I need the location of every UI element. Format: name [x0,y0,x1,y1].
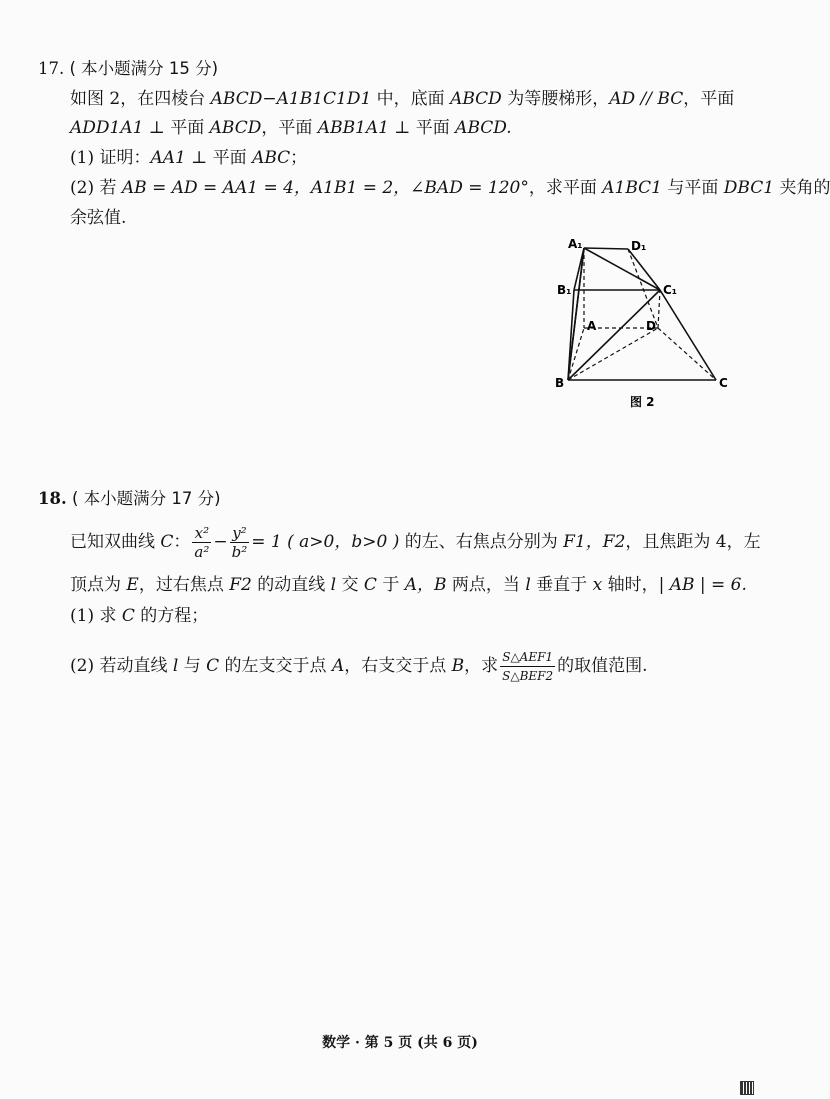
text: (2) 若 [70,178,122,198]
text: − [262,89,277,109]
q18-statement-line2 [70,574,747,596]
fraction-area-ratio [500,649,555,684]
question-number: 18. [38,489,67,508]
text: 轴时， [602,575,659,595]
edge-ba1 [568,248,584,380]
math: ABCD. [455,118,512,138]
text: ； [290,148,308,168]
math: F1，F2 [563,532,626,552]
math: C [363,575,377,595]
text: ⊥ 平面 [388,118,456,138]
math: x [592,575,603,595]
text: ，平面 [683,89,735,109]
math: A1B1C1D1 [276,89,372,109]
text: ，过右焦点 [138,575,230,595]
q18-statement-line1 [70,524,761,560]
text: ⊥ 平面 [185,148,253,168]
math: ABCD [209,118,262,138]
denominator: a² [194,543,210,561]
edge-dc-hidden [658,328,716,380]
q17-part2 [70,177,830,199]
q17-statement-line1 [70,88,734,110]
numerator: S△AEF1 [500,649,555,667]
text: 与平面 [661,178,724,198]
q17-statement-line2 [70,117,512,139]
denominator: b² [231,543,248,561]
math: DBC1 [723,178,775,198]
text: 中，底面 [371,89,451,109]
q18-part1 [70,605,208,627]
math: B [451,656,465,676]
text: 为等腰梯形， [501,89,610,109]
question-score: ( 本小题满分 15 分) [69,59,219,78]
text: 顶点为 [70,575,127,595]
figure-frustum [548,232,738,412]
edge-a1d1 [584,248,628,249]
math: ABB1A1 [317,118,389,138]
math: l [525,575,531,595]
label-b: B [555,376,565,390]
question-17-header [38,58,218,80]
text: (1) 求 [70,606,122,626]
question-score: ( 本小题满分 17 分) [71,489,221,508]
label-d: D [646,319,656,333]
label-c1: C₁ [663,283,678,297]
label-b1: B₁ [557,283,572,297]
text: ，求 [464,656,499,676]
text: ，右支交于点 [344,656,452,676]
edge-d1c1 [628,249,660,290]
label-a1: A₁ [568,237,583,251]
numerator: x² [192,525,211,543]
math: ABC [252,148,291,168]
text: ⊥ 平面 [143,118,210,138]
text: ，求平面 [528,178,603,198]
text: 如图 2，在四棱台 [70,89,211,109]
text: 已知双曲线 [70,532,161,552]
math: ABCD [450,89,502,109]
text: 交 [336,575,364,595]
math: C [206,656,220,676]
text: 的取值范围. [557,656,648,676]
question-18-header [38,488,221,510]
page-footer: 数学 · 第 5 页 (共 6 页) [322,1035,478,1051]
math: A，B [404,575,447,595]
text: 的方程； [134,606,209,626]
text: 夹角的 [774,178,830,198]
text: 的左支交于点 [219,656,332,676]
math: ADD1A1 [70,118,144,138]
math: C [121,606,135,626]
edge-bc1 [568,290,660,380]
text: ，平面 [261,118,318,138]
label-c: C [719,376,728,390]
frustum-diagram [548,232,738,412]
text: (1) 证明： [70,148,151,168]
text: 余弦值. [70,208,127,228]
edge-a1c1 [584,248,660,290]
math: A [331,656,345,676]
fraction-y2-b2 [230,525,250,560]
math: E [126,575,139,595]
text: − [213,532,228,552]
math: AB = AD = AA1 = 4，A1B1 = 2，∠BAD = 120° [121,178,529,198]
math: l [172,656,179,676]
question-number: 17. [38,59,65,78]
qr-code-icon [740,1081,754,1095]
text: ，且焦距为 4，左 [625,532,761,552]
math: l [330,575,337,595]
math: F2 [229,575,252,595]
label-a: A [587,319,597,333]
text: 与 [178,656,207,676]
edge-dc1-hidden [658,290,660,328]
text: 垂直于 [530,575,593,595]
math: C [160,532,174,552]
q17-part1 [70,147,307,169]
q18-part2 [70,648,648,684]
fraction-x2-a2 [192,525,211,560]
text: ： [173,532,191,552]
math: = 1 ( a>0，b>0 ) [251,532,400,552]
q17-part2-line2 [70,207,126,229]
text: 的动直线 [251,575,331,595]
text: 两点，当 [446,575,526,595]
math: ABCD [210,89,263,109]
denominator: S△BEF2 [502,669,554,683]
text: (2) 若动直线 [70,656,173,676]
edge-c1c [660,290,716,380]
figure-caption: 图 2 [630,395,655,409]
numerator: y² [230,525,250,543]
math: | AB | = 6. [658,575,747,595]
math: AA1 [150,148,186,168]
label-d1: D₁ [631,239,647,253]
math: A1BC1 [602,178,662,198]
text: 于 [376,575,405,595]
text: 的左、右焦点分别为 [399,532,564,552]
math: AD // BC [609,89,684,109]
